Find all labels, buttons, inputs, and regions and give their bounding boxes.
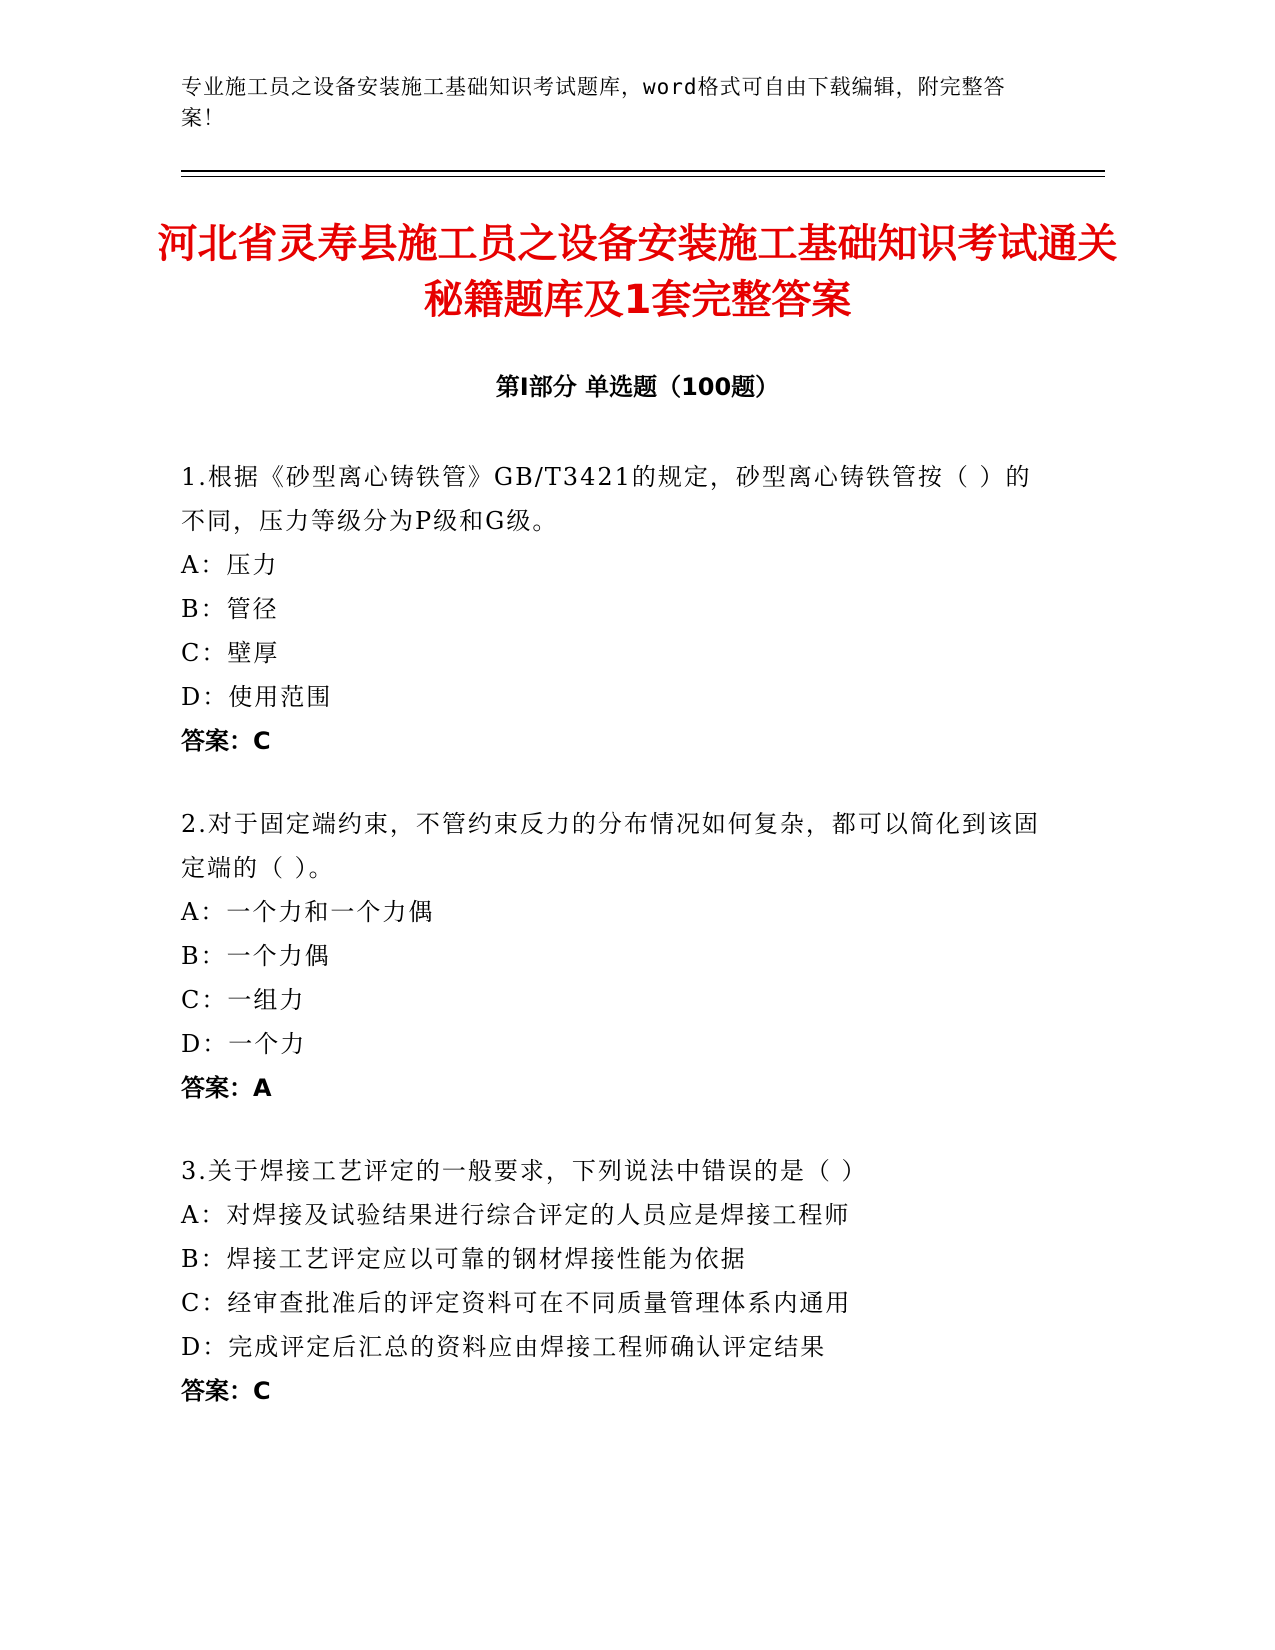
question-text: 3.关于焊接工艺评定的一般要求，下列说法中错误的是（ ）: [181, 1157, 868, 1185]
option-a: A：对焊接及试验结果进行综合评定的人员应是焊接工程师: [181, 1201, 851, 1229]
question-3: [181, 1149, 1041, 1413]
option-b: B：焊接工艺评定应以可靠的钢材焊接性能为依据: [181, 1245, 747, 1273]
header-rule-thin: [181, 176, 1105, 177]
answer: 答案：C: [181, 727, 271, 755]
option-b: B：一个力偶: [181, 942, 331, 970]
option-c: C：壁厚: [181, 639, 280, 667]
header-rule-thick: [181, 170, 1105, 172]
option-a: A：一个力和一个力偶: [181, 898, 435, 926]
option-d: D：使用范围: [181, 683, 333, 711]
question-1: [181, 455, 1041, 763]
header-note: 专业施工员之设备安装施工基础知识考试题库，word格式可自由下载编辑，附完整答案！: [181, 75, 1006, 130]
question-text: 1.根据《砂型离心铸铁管》GB/T3421的规定，砂型离心铸铁管按（ ）的不同，压力等级分为P级和G级。: [181, 463, 1032, 535]
option-d: D：完成评定后汇总的资料应由焊接工程师确认评定结果: [181, 1333, 827, 1361]
option-c: C：一组力: [181, 986, 306, 1014]
document-title: 河北省灵寿县施工员之设备安装施工基础知识考试通关秘籍题库及1套完整答案: [157, 221, 1118, 323]
option-c: C：经审查批准后的评定资料可在不同质量管理体系内通用: [181, 1289, 852, 1317]
option-d: D：一个力: [181, 1030, 307, 1058]
answer: 答案：C: [181, 1377, 271, 1405]
option-a: A：压力: [181, 551, 279, 579]
option-b: B：管径: [181, 595, 279, 623]
section-title: 第I部分 单选题（100题）: [495, 373, 780, 401]
question-text: 2.对于固定端约束，不管约束反力的分布情况如何复杂，都可以简化到该固定端的（ ）。: [181, 810, 1040, 882]
question-list: [181, 455, 1041, 1452]
question-2: [181, 802, 1041, 1110]
answer: 答案：A: [181, 1074, 272, 1102]
